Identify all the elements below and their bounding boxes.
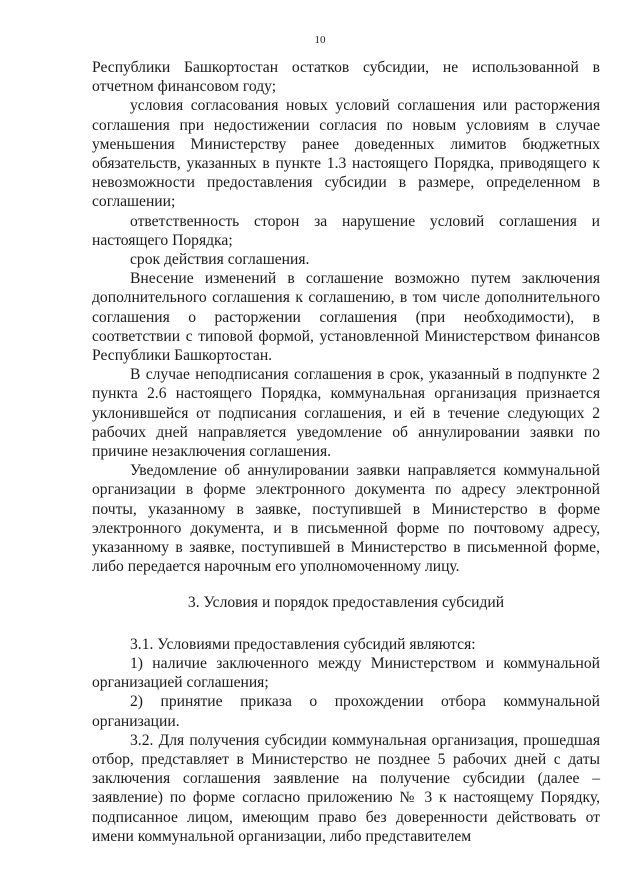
document-body bbox=[92, 58, 600, 846]
section-paragraph-3: 2) принятие приказа о прохождении отбора коммунальной организации. bbox=[92, 693, 600, 730]
paragraph-2: условия согласования новых условий соглашения или расторжения соглашения при недостижении согласия по новым условиям в случае уменьшения Министерству ранее доведенных лимитов бюджетных обязательств, указанных в пункте 1.3 настоящего Порядка, приводящего к невозможности предоставления субсидии в размере, определенном в соглашении; bbox=[92, 97, 600, 211]
paragraph-5: Внесение изменений в соглашение возможно путем заключения дополнительного соглашения к соглашению, в том числе дополнительного соглашения о расторжении соглашения (при необходимости), в соответствии с типовой формой, установленной Министерством финансов Республики Башкортостан. bbox=[92, 270, 600, 365]
paragraph-4: срок действия соглашения. bbox=[130, 251, 310, 269]
paragraph-3: ответственность сторон за нарушение условий соглашения и настоящего Порядка; bbox=[92, 212, 600, 249]
paragraph-1: Республики Башкортостан остатков субсидии, не использованной в отчетном финансовом году; bbox=[92, 59, 600, 96]
section-heading: 3. Условия и порядок предоставления субсидий bbox=[187, 594, 505, 612]
section-paragraph-4: 3.2. Для получения субсидии коммунальная организация, прошедшая отбор, представляет в Министерство не позднее 5 рабочих дней с даты заключения соглашения заявление на получение субсидии (далее – заявление) по форме согласно приложению № 3 к настоящему Порядку, подписанное лицом, имеющим право без доверенности действовать от имени коммунальной организации, либо представителем bbox=[92, 731, 600, 845]
section-paragraph-1: 3.1. Условиями предоставления субсидий являются: bbox=[130, 635, 476, 653]
section-paragraph-2: 1) наличие заключенного между Министерством и коммунальной организацией соглашения; bbox=[92, 654, 600, 692]
page-number: 10 bbox=[314, 34, 326, 46]
paragraph-7: Уведомление об аннулировании заявки направляется коммунальной организации в форме электронного документа по адресу электронной почты, указанному в заявке, поступившей в Министерство в форме электронного документа, и в письменной форме по почтовому адресу, указанному в заявке, поступившей в Министерство в письменной форме, либо передается нарочным его уполномоченному лицу. bbox=[92, 462, 600, 576]
paragraph-6: В случае неподписания соглашения в срок, указанный в подпункте 2 пункта 2.6 настоящего Порядка, коммунальная организация признается уклонившейся от подписания соглашения, и ей в течение следующих 2 рабочих дней направляется уведомление об аннулировании заявки по причине незаключения соглашения. bbox=[92, 366, 600, 461]
